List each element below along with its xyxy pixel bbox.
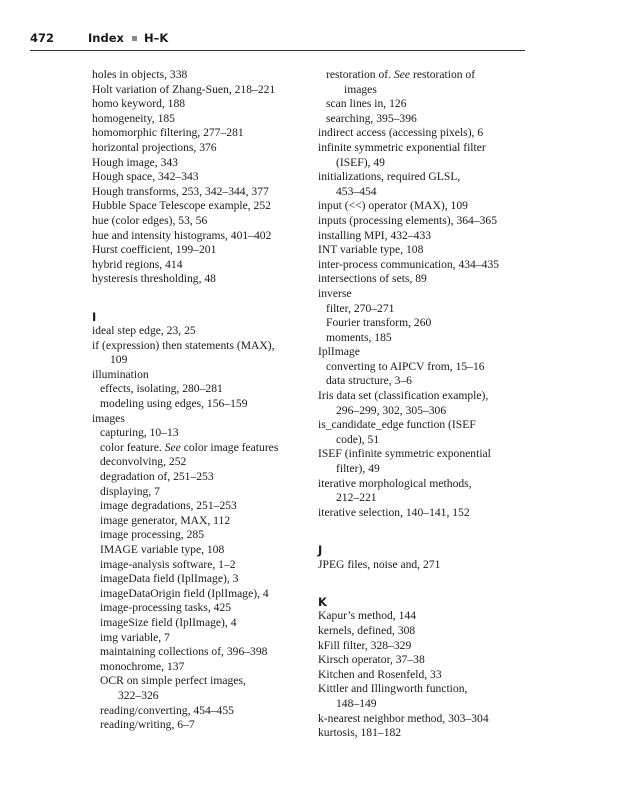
index-entry: horizontal projections, 376: [92, 140, 217, 154]
index-subentry: image-analysis software, 1–2: [100, 557, 236, 571]
running-header: [30, 30, 525, 51]
index-subentry: imageSize field (IplImage), 4: [100, 615, 237, 629]
index-subentry: deconvolving, 252: [100, 455, 187, 469]
index-entry: hybrid regions, 414: [92, 257, 183, 271]
index-entry: holes in objects, 338: [92, 68, 188, 81]
index-entry: initializations, required GLSL,: [318, 170, 461, 184]
index-entry: indirect access (accessing pixels), 6: [318, 126, 484, 140]
index-subentry: maintaining collections of, 396–398: [100, 645, 268, 659]
index-entry-continuation: code), 51: [336, 432, 380, 446]
index-entry: ideal step edge, 23, 25: [92, 324, 196, 338]
see-reference: See: [164, 440, 181, 454]
index-entry: hue and intensity histograms, 401–402: [92, 228, 272, 242]
index-entry: Holt variation of Zhang-Suen, 218–221: [92, 82, 276, 96]
index-entry: k-nearest neighbor method, 303–304: [318, 711, 489, 725]
index-entry: Hough image, 343: [92, 155, 178, 169]
index-entry: Kapur’s method, 144: [318, 609, 416, 623]
index-subentry: image degradations, 251–253: [100, 499, 237, 513]
index-subentry: data structure, 3–6: [326, 374, 412, 388]
index-entry: homo keyword, 188: [92, 97, 186, 111]
index-subentry: degradation of, 251–253: [100, 470, 214, 484]
section-title: Index: [88, 31, 124, 45]
index-subentry: img variable, 7: [100, 630, 170, 644]
index-entry-continuation: images: [344, 82, 377, 96]
index-entry-continuation: 109: [110, 353, 128, 367]
index-entry: inverse: [318, 286, 352, 300]
index-entry: hysteresis thresholding, 48: [92, 272, 216, 286]
index-subentry: converting to AIPCV from, 15–16: [326, 359, 485, 373]
index-entry: hue (color edges), 53, 56: [92, 213, 208, 227]
index-entry: if (expression) then statements (MAX),: [92, 338, 275, 352]
index-entry: Hough space, 342–343: [92, 170, 199, 184]
header-separator-square: [132, 36, 137, 41]
index-entry: infinite symmetric exponential filter: [318, 140, 486, 154]
index-column-left: [92, 68, 312, 733]
see-reference: See: [393, 68, 411, 81]
index-column-right: [318, 68, 538, 741]
index-entry: INT variable type, 108: [318, 243, 424, 257]
index-entry: inter-process communication, 434–435: [318, 257, 500, 271]
index-entry: inputs (processing elements), 364–365: [318, 213, 498, 227]
index-entry-continuation: 148–149: [336, 696, 377, 710]
index-subentry: image processing, 285: [100, 528, 204, 542]
index-subentry: moments, 185: [326, 330, 392, 344]
index-entry-continuation: 453–454: [336, 184, 377, 198]
index-entry-continuation: filter), 49: [336, 462, 380, 476]
index-subentry: Fourier transform, 260: [326, 316, 432, 330]
section-letter-k: K: [318, 594, 327, 609]
index-entry: Hubble Space Telescope example, 252: [92, 199, 271, 213]
index-entry: kurtosis, 181–182: [318, 726, 402, 740]
index-entry: homogeneity, 185: [92, 111, 175, 125]
index-subentry: effects, isolating, 280–281: [100, 382, 223, 396]
index-subentry: imageData field (IplImage), 3: [100, 572, 239, 586]
index-entry: iterative morphological methods,: [318, 476, 472, 490]
index-entry-continuation: 322–326: [118, 688, 159, 702]
index-entry: Kittler and Illingworth function,: [318, 682, 468, 696]
index-subentry: capturing, 10–13: [100, 426, 179, 440]
index-entry: kernels, defined, 308: [318, 623, 416, 637]
index-subentry: IMAGE variable type, 108: [100, 543, 225, 556]
index-subentry: image generator, MAX, 112: [100, 513, 231, 527]
section-letter-j: J: [318, 543, 323, 557]
index-entry: JPEG files, noise and, 271: [318, 557, 441, 571]
index-subentry: scan lines in, 126: [326, 97, 407, 111]
index-entry: images: [92, 411, 125, 425]
section-letter-i: I: [92, 309, 97, 324]
index-subentry: modeling using edges, 156–159: [100, 397, 248, 411]
index-entry-continuation: 296–299, 302, 305–306: [336, 403, 447, 417]
index-entry: Iris data set (classification example),: [318, 389, 489, 403]
index-subentry: filter, 270–271: [326, 301, 395, 315]
index-entry: installing MPI, 432–433: [318, 228, 432, 242]
index-subentry: reading/writing, 6–7: [100, 718, 195, 732]
index-subentry: color feature. See color image features: [100, 440, 279, 454]
index-entry: Kirsch operator, 37–38: [318, 653, 425, 667]
index-subentry: image-processing tasks, 425: [100, 601, 232, 615]
index-entry: ISEF (infinite symmetric exponential: [318, 447, 491, 461]
index-entry: input (<<) operator (MAX), 109: [318, 199, 468, 213]
index-entry: illumination: [92, 367, 149, 381]
index-entry: IplImage: [318, 345, 360, 359]
index-entry: intersections of sets, 89: [318, 272, 427, 286]
index-entry: Hurst coefficient, 199–201: [92, 243, 217, 257]
index-subentry: OCR on simple perfect images,: [100, 674, 246, 688]
index-subentry: searching, 395–396: [326, 111, 417, 125]
index-entry: is_candidate_edge function (ISEF: [318, 418, 476, 432]
index-entry: kFill filter, 328–329: [318, 638, 412, 652]
page-number: 472: [30, 31, 55, 45]
index-entry: Kitchen and Rosenfeld, 33: [318, 667, 442, 681]
letter-range: H–K: [144, 31, 169, 45]
index-subentry: restoration of. See restoration of: [326, 68, 476, 81]
index-subentry: monochrome, 137: [100, 659, 185, 673]
index-entry: homomorphic filtering, 277–281: [92, 126, 244, 140]
index-subentry: displaying, 7: [100, 484, 160, 498]
index-entry-continuation: (ISEF), 49: [336, 155, 385, 169]
index-entry: Hough transforms, 253, 342–344, 377: [92, 184, 269, 198]
index-subentry: reading/converting, 454–455: [100, 703, 234, 717]
index-entry-continuation: 212–221: [336, 491, 377, 505]
index-subentry: imageDataOrigin field (IplImage), 4: [100, 586, 269, 600]
index-entry: iterative selection, 140–141, 152: [318, 505, 470, 519]
